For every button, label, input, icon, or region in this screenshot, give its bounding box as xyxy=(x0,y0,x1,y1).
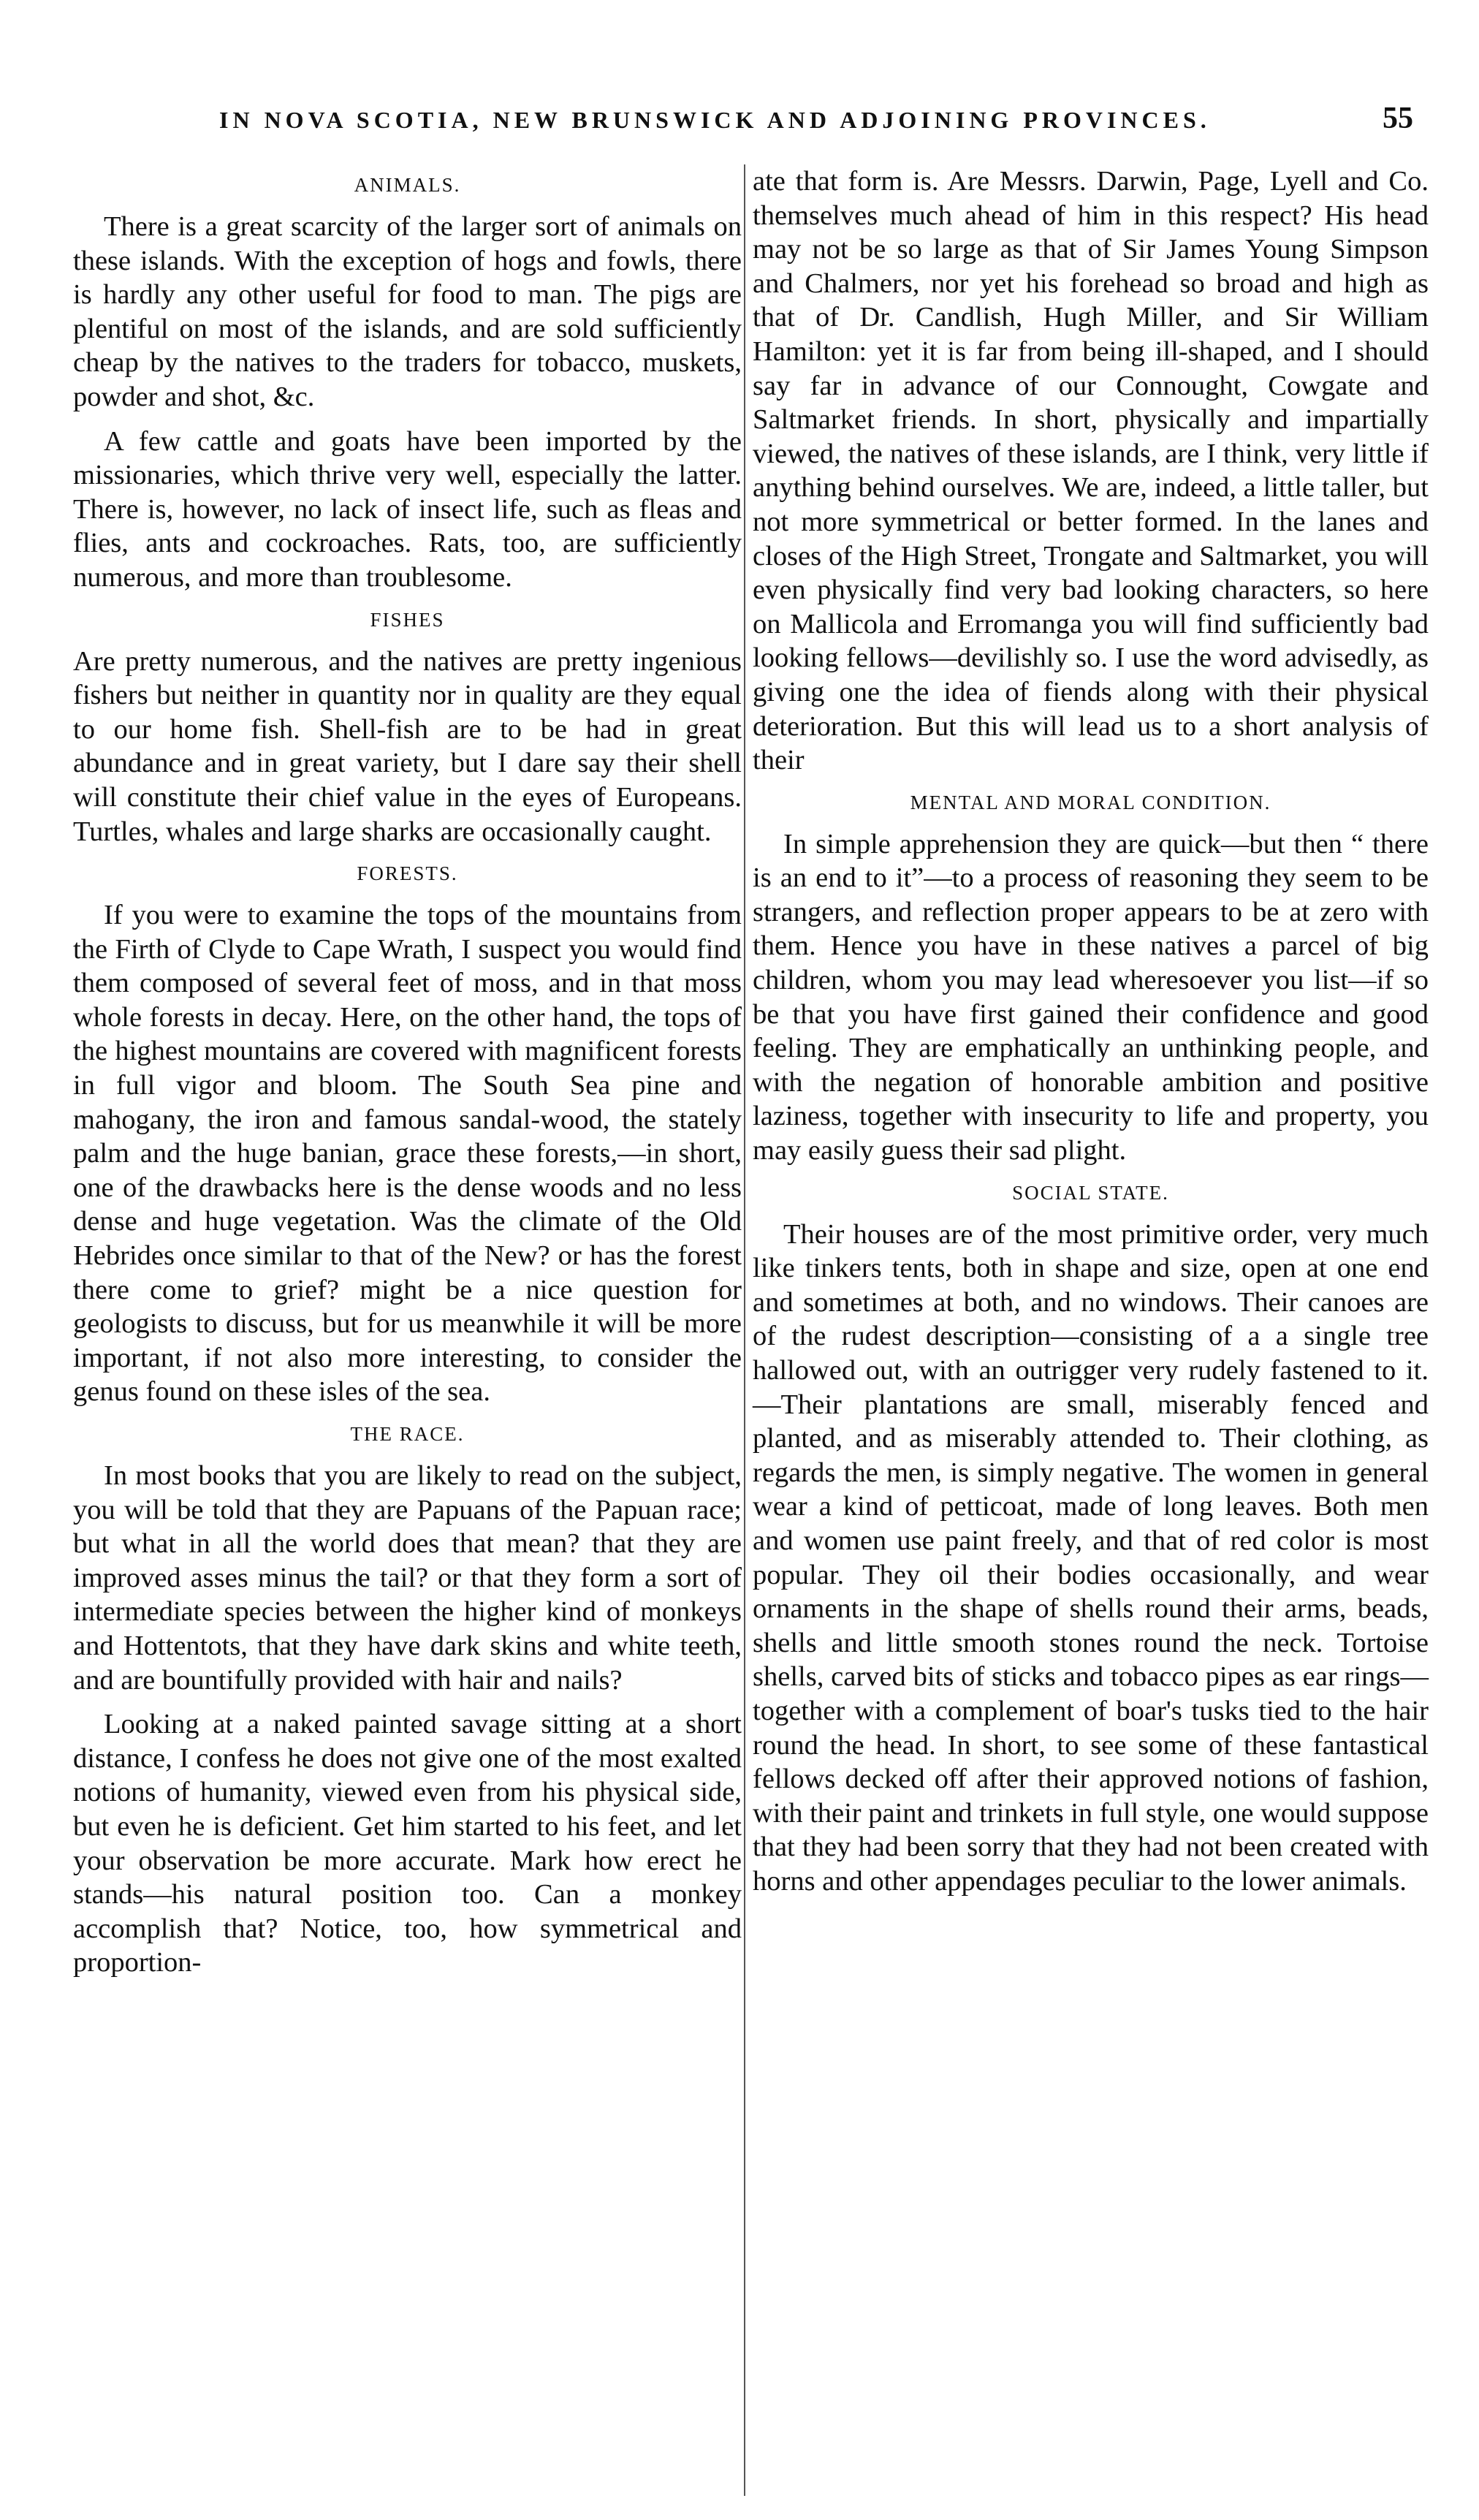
column-divider xyxy=(744,164,745,2496)
section-heading-fishes: FISHES xyxy=(370,608,445,631)
paragraph: Are pretty numerous, and the natives are pretty ingenious fishers but neither in quantity nor in quality are they equal to our home fish. Shell-fish are to be had in great abundance and in great variety, but I dare say their shell will constitute their chief value in the eyes of Europeans. Turtles, whales and large sharks are occasionally caught. xyxy=(73,645,742,847)
section-heading-social-state: SOCIAL STATE. xyxy=(1012,1181,1169,1204)
running-head xyxy=(219,101,1413,145)
paragraph: Looking at a naked painted savage sitting at a short distance, I confess he does not give one of the most exalted notions of humanity, viewed even from his physical side, but even he is deficient. Get him started to his feet, and let your observation be more accurate. Mark how erect he stands—his natural position too. Can a monkey accomplish that? Notice, too, how symmetrical and proportion- xyxy=(73,1709,742,1978)
section-heading-mental-moral: MENTAL AND MORAL CONDITION. xyxy=(910,791,1271,813)
left-column xyxy=(73,164,742,1990)
paragraph: If you were to examine the tops of the mountains from the Firth of Clyde to Cape Wrath, I suspect you would find them composed of several feet of moss, and in that moss whole forests in decay. Here, on the other hand, the tops of the highest mountains are covered with magnificent forests in full vigor and bloom. The South Sea pine and mahogany, the iron and famous sandal-wood, the stately palm and the huge banian, grace these forests,—in short, one of the drawbacks here is the dense woods and no less dense and huge vegetation. Was the climate of the Old Hebrides once similar to that of the New? or has the forest there come to grief? might be a nice question for geologists to discuss, but for us meanwhile it will be more important, if not also more interesting, to consider the genus found on these isles of the sea. xyxy=(73,900,742,1408)
paragraph: There is a great scarcity of the larger sort of animals on these islands. With the exception of hogs and fowls, there is hardly any other useful for food to man. The pigs are plentiful on most of the islands, and are sold sufficiently cheap by the natives to the traders for tobacco, muskets, powder and shot, &c. xyxy=(73,211,742,412)
section-heading-race: THE RACE. xyxy=(350,1423,465,1445)
paragraph: In most books that you are likely to read on the subject, you will be told that they are Papuans of the Papuan race; but what in all the world does that mean? that they are improved asses minus the tail? or that they form a sort of intermediate species between the higher kind of monkeys and Hottentots, that they have dark skins and white teeth, and are bountifully provided with hair and nails? xyxy=(73,1460,742,1696)
section-heading-forests: FORESTS. xyxy=(357,862,458,885)
page-number: 55 xyxy=(1383,102,1413,135)
section-heading-animals: ANIMALS. xyxy=(354,174,461,196)
paragraph: ate that form is. Are Messrs. Darwin, Page, Lyell and Co. themselves much ahead of him in this respect? His head may not be so large as that of Sir James Young Simpson and Chalmers, nor yet his forehead so broad and high as that of Dr. Candlish, Hugh Miller, and Sir William Hamilton: yet it is far from being ill-shaped, and I should say far in advance of our Connought, Cowgate and Saltmarket friends. In short, physically and impartially viewed, the natives of these islands, are I think, very little if anything behind ourselves. We are, indeed, a little taller, but not more symmetrical or better formed. In the lanes and closes of the High Street, Trongate and Saltmarket, you will even physically find very bad looking characters, so here on Mallicola and Erromanga you will find sufficiently bad looking fellows—devilishly so. I use the word advisedly, as giving one the idea of fiends along with their physical deterioration. But this will lead us to a short analysis of their xyxy=(753,166,1429,776)
running-title: IN NOVA SCOTIA, NEW BRUNSWICK AND ADJOINING PROVINCES. xyxy=(219,107,1211,133)
right-column xyxy=(753,164,1429,1909)
paragraph: Their houses are of the most primitive order, very much like tinkers tents, both in shape and size, open at one end and sometimes at both, and no windows. Their canoes are of the rudest description—consisting of a a single tree hallowed out, with an outrigger very rudely fastened to it.—Their plantations are small, miserably fenced and planted, and as miserably attended to. Their clothing, as regards the men, is simply negative. The women in general wear a kind of petticoat, made of long leaves. Both men and women use paint freely, and that of red color is most popular. They oil their bodies occasionally, and wear ornaments in the shape of shells round their arms, beads, shells and little smooth stones round the neck. Tortoise shells, carved bits of sticks and tobacco pipes as ear rings—together with a complement of boar's tusks tied to the hair round the head. In short, to see some of these fantastical fellows decked off after their approved notions of fashion, with their paint and trinkets in full style, one would suppose that they had been sorry that they had not been created with horns and other appendages peculiar to the lower animals. xyxy=(753,1218,1429,1897)
paragraph: In simple apprehension they are quick—but then “ there is an end to it”—to a process of reasoning they seem to be strangers, and reflection proper appears to be at zero with them. Hence you have in these natives a parcel of big children, whom you may lead wheresoever you list—if so be that you have first gained their confidence and good feeling. They are emphatically an unthinking people, and with the negation of honorable ambition and positive laziness, together with insecurity to life and property, you may easily guess their sad plight. xyxy=(753,828,1429,1166)
paragraph: A few cattle and goats have been imported by the missionaries, which thrive very well, especially the latter. There is, however, no lack of insect life, such as fleas and flies, ants and cockroaches. Rats, too, are sufficiently numerous, and more than troublesome. xyxy=(73,425,742,593)
